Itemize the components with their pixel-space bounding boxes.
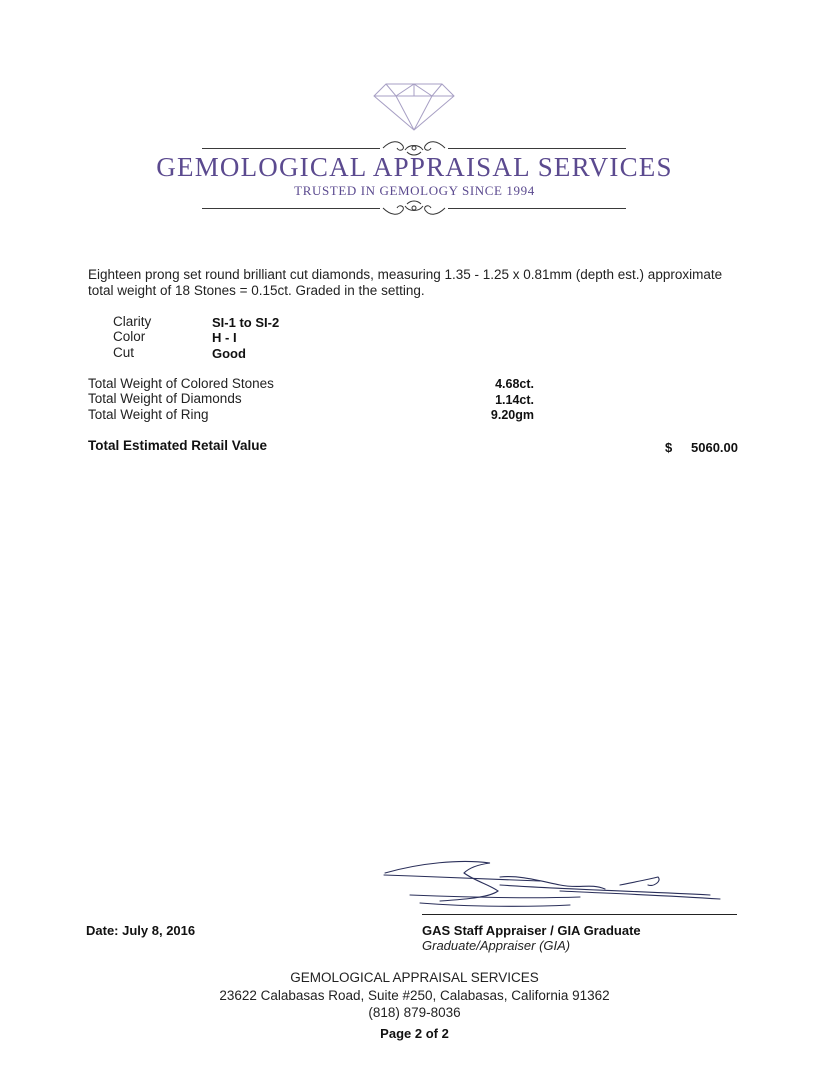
diamond-logo-icon — [372, 82, 456, 132]
colored-stones-weight-label: Total Weight of Colored Stones — [88, 376, 274, 391]
top-rule-right — [448, 148, 626, 149]
description-line-2: total weight of 18 Stones = 0.15ct. Graded in the setting. — [88, 283, 425, 298]
total-value-amount: 5060.00 — [691, 440, 738, 455]
cut-value: Good — [212, 346, 246, 361]
footer-company: GEMOLOGICAL APPRAISAL SERVICES — [290, 970, 539, 985]
bottom-flourish-icon — [381, 200, 447, 216]
total-value-label: Total Estimated Retail Value — [88, 438, 268, 453]
ring-weight-value: 9.20gm — [490, 408, 534, 422]
item-description — [88, 267, 738, 299]
clarity-label: Clarity — [113, 314, 152, 329]
ring-weight-label: Total Weight of Ring — [88, 407, 209, 422]
footer-phone: (818) 879-8036 — [368, 1005, 461, 1020]
total-currency-symbol: $ — [665, 440, 673, 455]
description-line-1: Eighteen prong set round brilliant cut diamonds, measuring 1.35 - 1.25 x 0.81mm (depth est.) approximate — [88, 267, 723, 282]
clarity-value: SI-1 to SI-2 — [212, 315, 280, 330]
bottom-rule-right — [448, 208, 626, 209]
appraisal-date: Date: July 8, 2016 — [86, 923, 196, 938]
signature-image — [380, 855, 730, 915]
company-tagline: TRUSTED IN GEMOLOGY SINCE 1994 — [294, 183, 535, 198]
footer-address: 23622 Calabasas Road, Suite #250, Calabasas, California 91362 — [219, 988, 610, 1003]
signature-line — [422, 914, 737, 915]
appraiser-title: GAS Staff Appraiser / GIA Graduate — [422, 923, 641, 938]
cut-label: Cut — [113, 345, 135, 360]
bottom-rule-left — [202, 208, 380, 209]
company-name: GEMOLOGICAL APPRAISAL SERVICES — [156, 152, 673, 182]
diamonds-weight-label: Total Weight of Diamonds — [88, 391, 242, 406]
page-number: Page 2 of 2 — [380, 1026, 449, 1041]
color-value: H - I — [212, 330, 237, 345]
appraiser-subtitle: Graduate/Appraiser (GIA) — [422, 938, 571, 953]
top-rule-left — [202, 148, 380, 149]
letterhead — [0, 0, 829, 230]
color-label: Color — [113, 329, 146, 344]
colored-stones-weight-value: 4.68ct. — [495, 377, 534, 391]
diamonds-weight-value: 1.14ct. — [495, 393, 534, 407]
